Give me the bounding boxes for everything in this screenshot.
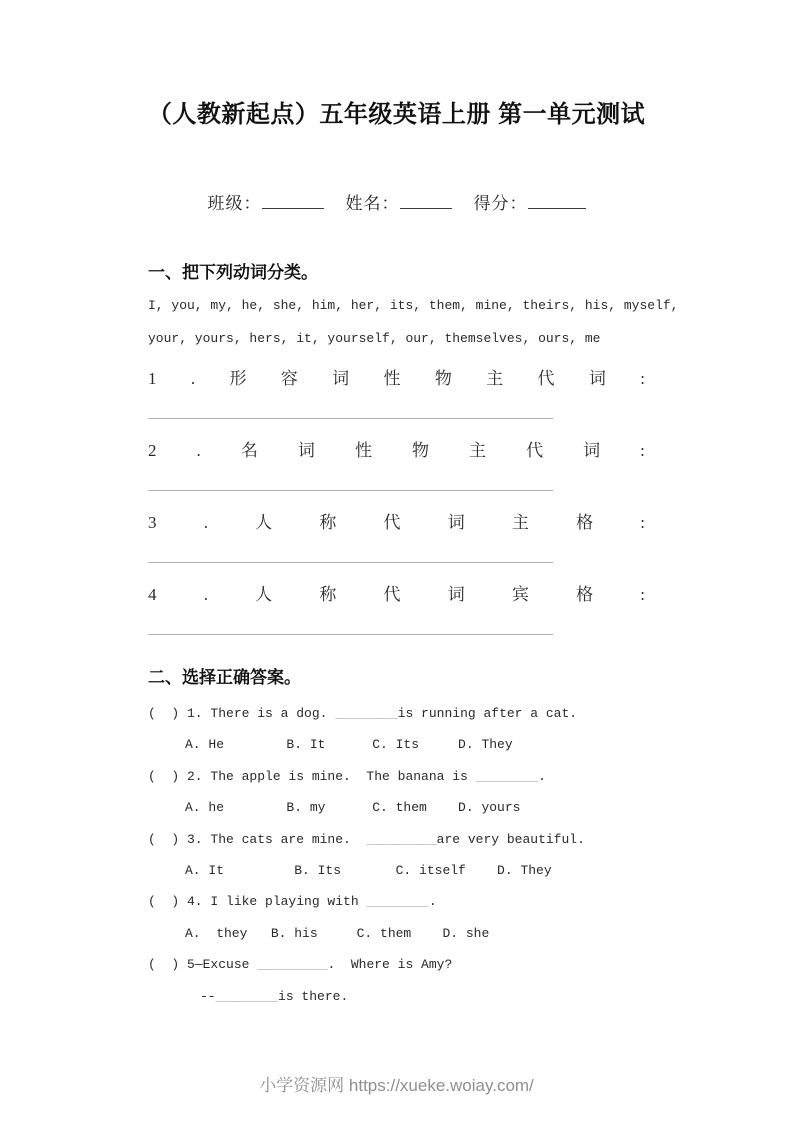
page-title: （人教新起点）五年级英语上册 第一单元测试 xyxy=(147,101,646,128)
question-2 xyxy=(148,761,793,824)
question-list xyxy=(148,698,793,1012)
question-stem: ( ) 3. The cats are mine. _________are very beautiful. xyxy=(148,831,585,847)
classify-item-label: 2 . 名 词 性 物 主 代 词 : xyxy=(148,441,645,460)
section1-heading: 一、把下列动词分类。 xyxy=(148,263,318,282)
question-stem: ( ) 5—Excuse _________. Where is Amy? xyxy=(148,957,453,973)
class-blank-line xyxy=(262,193,324,209)
section2-heading: 二、选择正确答案。 xyxy=(148,668,301,687)
classify-item-label: 1 . 形 容 词 性 物 主 代 词 : xyxy=(148,369,645,388)
question-options: A. they B. his C. them D. she xyxy=(185,925,490,941)
page-footer xyxy=(0,1071,793,1096)
pronoun-word-list: I, you, my, he, she, him, her, its, them, mine, theirs, his, myself, your, yours, hers, it, yourself, our, themselves, ours, me xyxy=(148,298,679,346)
answer-write-line xyxy=(148,634,553,635)
class-label: 班级： xyxy=(207,194,262,213)
question-5 xyxy=(148,949,793,1012)
section-verb-classification xyxy=(148,258,793,635)
question-options: A. He B. It C. Its D. They xyxy=(185,737,513,753)
answer-write-line xyxy=(148,490,553,491)
classify-item-2 xyxy=(148,441,793,491)
question-stem: ( ) 4. I like playing with ________. xyxy=(148,894,437,910)
student-info-row xyxy=(0,189,793,214)
worksheet-content xyxy=(0,258,793,1012)
classify-item-label: 3 . 人 称 代 词 主 格 : xyxy=(148,513,645,532)
question-stem: ( ) 1. There is a dog. ________is running after a cat. xyxy=(148,706,578,721)
classify-list xyxy=(148,369,793,635)
score-blank-line xyxy=(528,193,586,209)
question-3 xyxy=(148,824,793,887)
score-label: 得分： xyxy=(473,194,528,213)
question-stem: ( ) 2. The apple is mine. The banana is ________. xyxy=(148,768,546,784)
classify-item-4 xyxy=(148,585,793,635)
answer-write-line xyxy=(148,562,553,563)
question-4 xyxy=(148,886,793,949)
question-options: A. he B. my C. them D. yours xyxy=(185,800,521,816)
question-options: A. It B. Its C. itself D. They xyxy=(185,863,552,879)
question-1 xyxy=(148,698,793,761)
classify-item-label: 4 . 人 称 代 词 宾 格 : xyxy=(148,585,645,604)
classify-item-3 xyxy=(148,513,793,563)
name-blank-line xyxy=(400,193,452,209)
name-label: 姓名： xyxy=(345,194,400,213)
section-multiple-choice xyxy=(148,663,793,1012)
question-answer-line: --________is there. xyxy=(200,988,349,1004)
answer-write-line xyxy=(148,418,553,419)
site-credit: 小学资源网 https://xueke.woiay.com/ xyxy=(259,1076,534,1095)
classify-item-1 xyxy=(148,369,793,419)
